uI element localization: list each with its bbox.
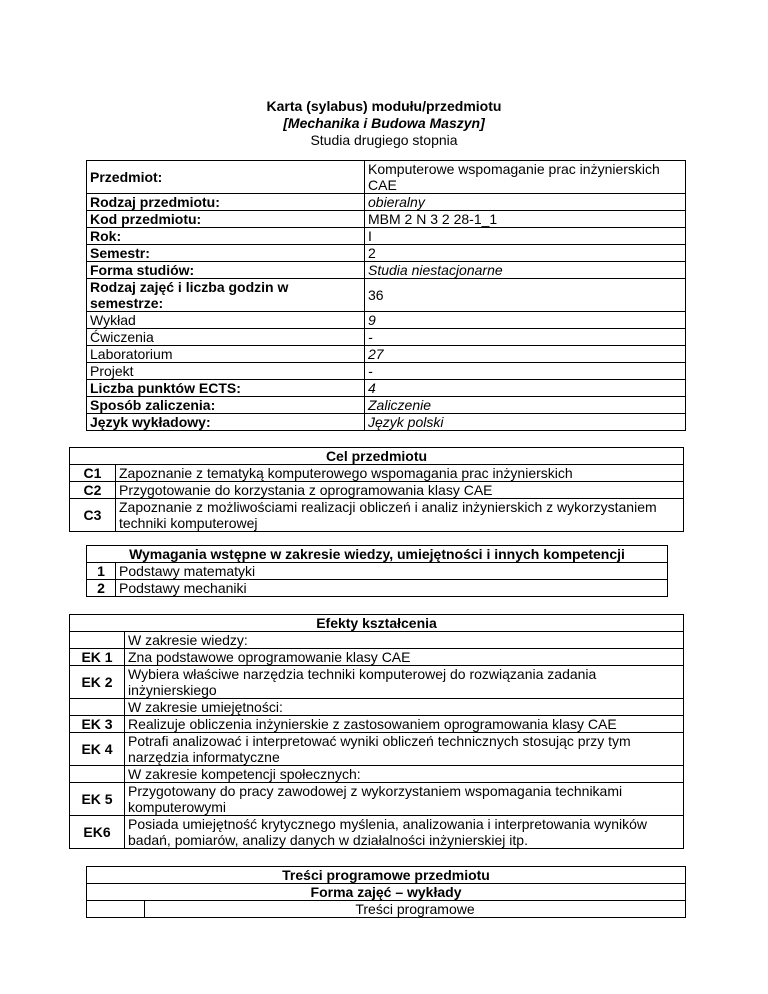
info-row [87,262,686,279]
prerequisite-code: 2 [87,580,116,597]
info-label: Rodzaj przedmiotu: [87,194,365,211]
outcome-row [70,666,684,699]
program-content-number-header [87,901,145,918]
info-row [87,414,686,431]
outcome-text: Realizuje obliczenia inżynierskie z zastosowaniem oprogramowania klasy CAE [125,716,684,733]
info-label: Rok: [87,228,365,245]
outcome-code: EK 3 [70,716,125,733]
outcome-code: EK 5 [70,783,125,816]
outcome-row [70,716,684,733]
document-header [0,98,768,149]
outcome-text: W zakresie wiedzy: [125,632,684,649]
outcome-text: Zna podstawowe oprogramowanie klasy CAE [125,649,684,666]
course-goals-table [69,447,684,532]
info-row [87,380,686,397]
info-value: 4 [365,380,686,397]
program-content-table [86,866,686,918]
outcome-row [70,816,684,849]
info-label: Przedmiot: [87,161,365,194]
outcome-row [70,733,684,766]
info-value: Język polski [365,414,686,431]
info-value: Zaliczenie [365,397,686,414]
info-row [87,363,686,380]
info-label: Semestr: [87,245,365,262]
info-value: Komputerowe wspomaganie prac inżynierskich CAE [365,161,686,194]
outcome-text: Potrafi analizować i interpretować wyniki obliczeń technicznych stosując przy tym narzędzia informatyczne [125,733,684,766]
document-title: Karta (sylabus) modułu/przedmiotu [266,98,502,114]
goal-text: Zapoznanie z możliwościami realizacji obliczeń i analiz inżynierskich z wykorzystaniem techniki komputerowej [116,499,684,532]
prerequisite-row [87,580,668,597]
info-label: Rodzaj zajęć i liczba godzin w semestrze: [87,279,365,312]
info-label: Język wykładowy: [87,414,365,431]
prerequisite-row [87,563,668,580]
info-row [87,279,686,312]
outcomes-title: Efekty kształcenia [70,615,684,632]
info-value: 2 [365,245,686,262]
goal-code: C2 [70,482,116,499]
prerequisite-text: Podstawy mechaniki [116,580,668,597]
outcome-code: EK6 [70,816,125,849]
info-value: Studia niestacjonarne [365,262,686,279]
info-value: 9 [365,312,686,329]
info-label: Sposób zaliczenia: [87,397,365,414]
document-subtitle: [Mechanika i Budowa Maszyn] [283,115,485,131]
goal-text: Przygotowanie do korzystania z oprogramowania klasy CAE [116,482,684,499]
course-info-table [86,160,686,431]
goal-row [70,482,684,499]
info-row [87,312,686,329]
info-value: - [365,363,686,380]
info-label: Forma studiów: [87,262,365,279]
info-row [87,346,686,363]
info-row [87,228,686,245]
outcome-text: Wybiera właściwe narzędzia techniki komputerowej do rozwiązania zadania inżynierskiego [125,666,684,699]
info-value: - [365,329,686,346]
outcome-row [70,649,684,666]
prerequisite-code: 1 [87,563,116,580]
outcome-code: EK 2 [70,666,125,699]
info-row [87,245,686,262]
info-row [87,329,686,346]
info-value: 27 [365,346,686,363]
prerequisites-title: Wymagania wstępne w zakresie wiedzy, umiejętności i innych kompetencji [87,546,668,563]
info-value: I [365,228,686,245]
info-value: 36 [365,279,686,312]
info-label: Ćwiczenia [87,329,365,346]
outcome-code [70,632,125,649]
outcome-text: Posiada umiejętność krytycznego myślenia, analizowania i interpretowania wyników badań, pomiarów, analizy danych w działalności inżynierskiej itp. [125,816,684,849]
info-value: MBM 2 N 3 2 28-1_1 [365,211,686,228]
info-value: obieralny [365,194,686,211]
goals-title: Cel przedmiotu [70,448,684,465]
outcome-code: EK 1 [70,649,125,666]
info-row [87,397,686,414]
document-level: Studia drugiego stopnia [310,132,458,148]
info-label: Wykład [87,312,365,329]
info-label: Liczba punktów ECTS: [87,380,365,397]
info-label: Kod przedmiotu: [87,211,365,228]
program-content-column-header: Treści programowe [145,901,686,918]
goal-row [70,465,684,482]
learning-outcomes-table [69,614,684,849]
info-row [87,194,686,211]
outcome-text: W zakresie umiejętności: [125,699,684,716]
outcome-code [70,699,125,716]
info-row [87,211,686,228]
goal-row [70,499,684,532]
goal-code: C1 [70,465,116,482]
prerequisites-table [86,545,668,597]
outcome-text: Przygotowany do pracy zawodowej z wykorzystaniem wspomagania technikami komputerowymi [125,783,684,816]
outcome-row [70,632,684,649]
goal-code: C3 [70,499,116,532]
outcome-text: W zakresie kompetencji społecznych: [125,766,684,783]
info-label: Laboratorium [87,346,365,363]
info-label: Projekt [87,363,365,380]
prerequisite-text: Podstawy matematyki [116,563,668,580]
outcome-row [70,699,684,716]
info-row [87,161,686,194]
goal-text: Zapoznanie z tematyką komputerowego wspomagania prac inżynierskich [116,465,684,482]
outcome-code: EK 4 [70,733,125,766]
program-content-title: Treści programowe przedmiotu [87,867,686,884]
outcome-row [70,783,684,816]
program-content-form: Forma zajęć – wykłady [87,884,686,901]
outcome-code [70,766,125,783]
outcome-row [70,766,684,783]
